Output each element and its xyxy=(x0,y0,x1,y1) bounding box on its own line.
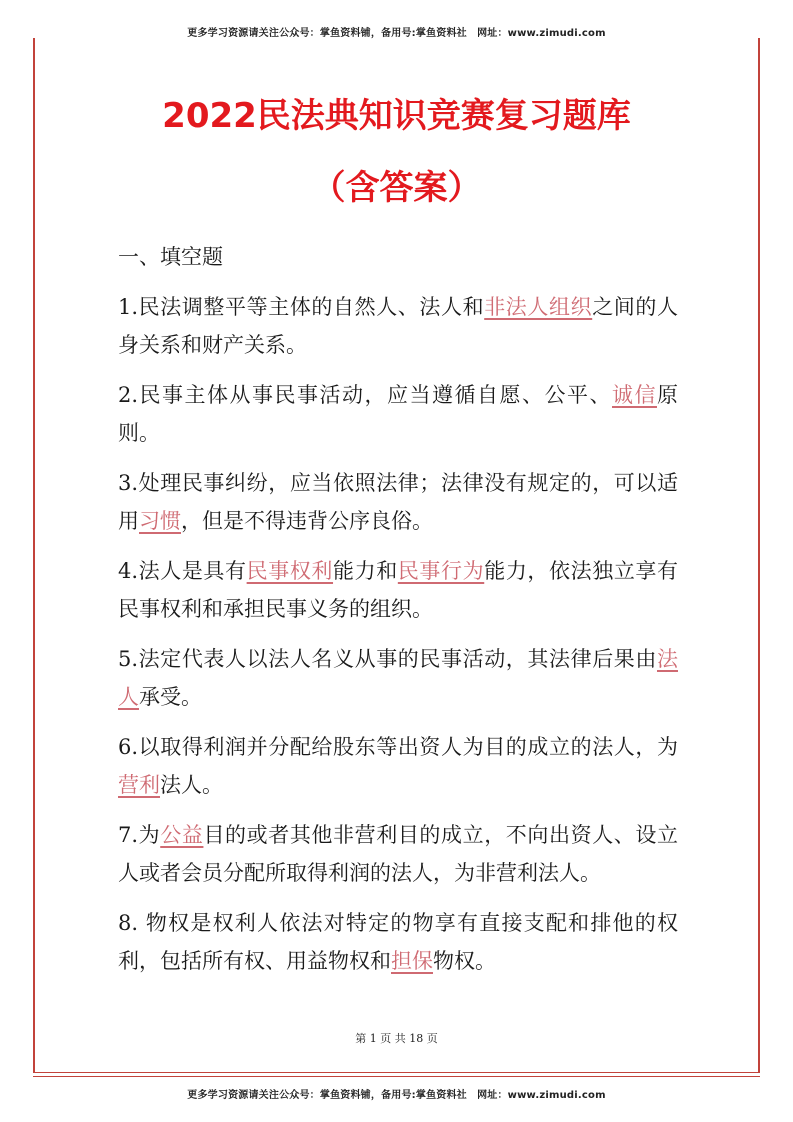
question-text: 承受。 xyxy=(139,685,202,709)
answer-blank: 诚信 xyxy=(612,383,657,407)
document-body xyxy=(118,238,678,992)
question-text: 物权。 xyxy=(433,949,496,973)
question-text: 目的或者其他非营利目的成立，不向出资人、设立人或者会员分配所取得利润的法人，为非营利法人。 xyxy=(118,823,678,885)
question-text: 6.以取得利润并分配给股东等出资人为目的成立的法人，为 xyxy=(118,735,678,759)
question-text: 法人。 xyxy=(160,773,223,797)
page-number: 第 1 页 共 18 页 xyxy=(355,1032,438,1045)
answer-blank: 民事权利 xyxy=(246,559,334,583)
question-8 xyxy=(118,904,678,980)
question-text: 2.民事主体从事民事活动，应当遵循自愿、公平、 xyxy=(118,383,612,407)
answer-blank: 法人 xyxy=(118,647,678,709)
question-text: 能力和 xyxy=(333,559,398,583)
answer-blank: 担保 xyxy=(391,949,433,973)
question-text: 1.民法调整平等主体的自然人、法人和 xyxy=(118,295,485,319)
answer-blank: 营利 xyxy=(118,773,160,797)
question-1 xyxy=(118,288,678,364)
footer-banner: 更多学习资源请关注公众号：掌鱼资料铺，备用号:掌鱼资料社 网址：www.zimudi.com xyxy=(187,1090,606,1101)
answer-blank: 习惯 xyxy=(139,509,181,533)
answer-blank: 公益 xyxy=(160,823,204,847)
question-4 xyxy=(118,552,678,628)
question-text: 能力，依法独立享有民事权利和承担民事义务的组织。 xyxy=(118,559,679,621)
question-text: 之间的人身关系和财产关系。 xyxy=(118,295,678,357)
page-border-bottom xyxy=(33,1072,760,1073)
answer-blank: 民事行为 xyxy=(397,559,485,583)
question-text: 4.法人是具有 xyxy=(118,559,247,583)
answer-blank: 非法人组织 xyxy=(484,295,593,319)
question-text: 8. 物权是权利人依法对特定的物享有直接支配和排他的权利，包括所有权、用益物权和 xyxy=(118,911,678,973)
question-7 xyxy=(118,816,678,892)
question-6 xyxy=(118,728,678,804)
question-5 xyxy=(118,640,678,716)
page-border-bottom-inner xyxy=(33,1076,760,1077)
header-banner: 更多学习资源请关注公众号：掌鱼资料铺，备用号:掌鱼资料社 网址：www.zimudi.com xyxy=(187,28,606,39)
question-text: 5.法定代表人以法人名义从事的民事活动，其法律后果由 xyxy=(118,647,657,671)
question-3 xyxy=(118,464,678,540)
section-heading: 一、填空题 xyxy=(118,245,223,269)
question-text: ，但是不得违背公序良俗。 xyxy=(181,509,433,533)
question-text: 3.处理民事纠纷，应当依照法律；法律没有规定的，可以适用 xyxy=(118,471,678,533)
question-text: 7.为 xyxy=(118,823,161,847)
document-title: 2022民法典知识竞赛复习题库 xyxy=(162,96,631,136)
document-subtitle: （含答案） xyxy=(311,168,482,208)
question-2 xyxy=(118,376,678,452)
question-text: 原则。 xyxy=(118,383,678,445)
